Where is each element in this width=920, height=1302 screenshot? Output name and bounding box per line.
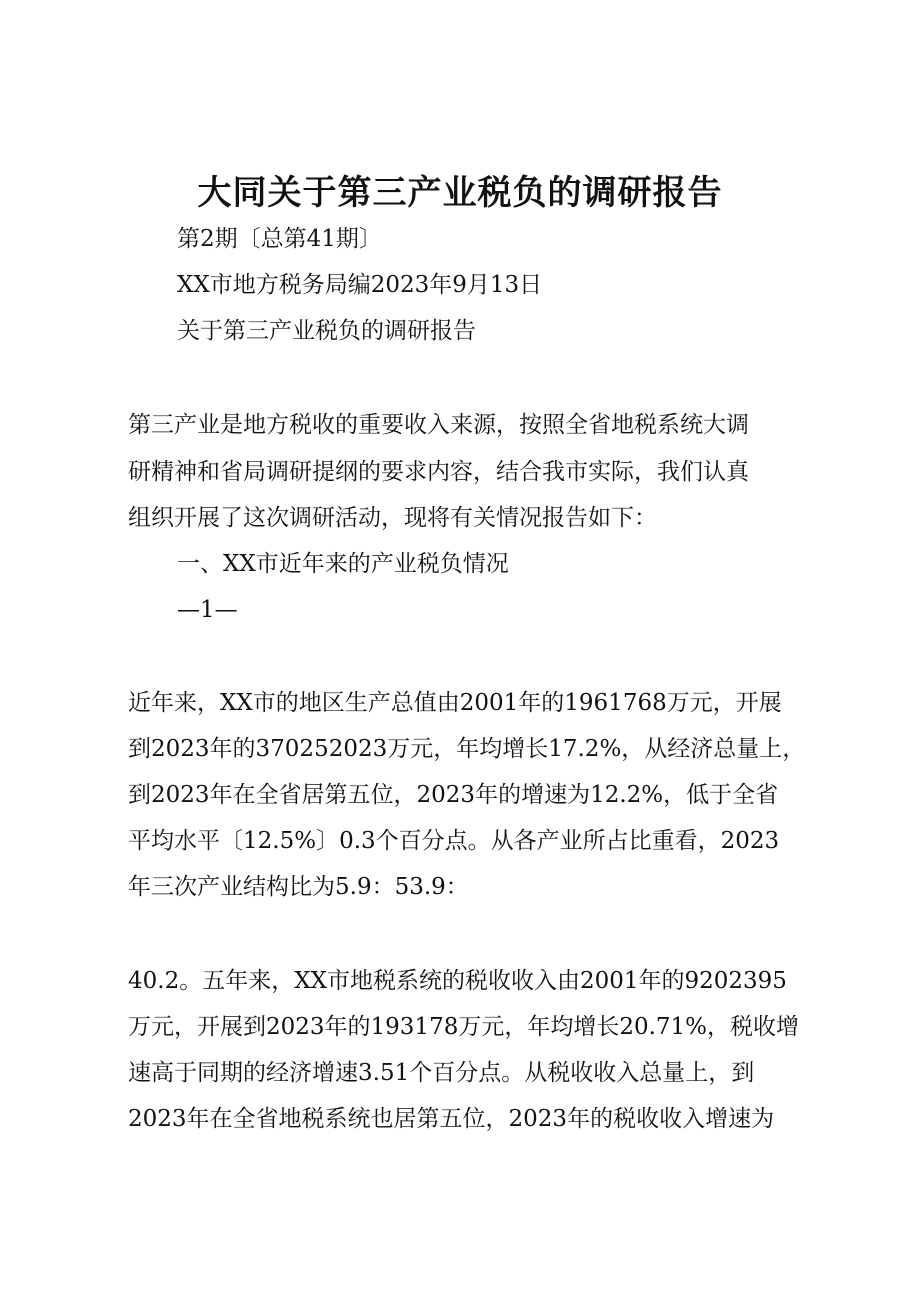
paragraph-line: 研精神和省局调研提纲的要求内容，结合我市实际，我们认真 bbox=[128, 459, 749, 485]
paragraph-line: 40.2。五年来，XX市地税系统的税收收入由2001年的9202395 bbox=[128, 968, 787, 994]
paragraph-line: 年三次产业结构比为5.9：53.9： bbox=[128, 874, 469, 900]
section-heading: 一、XX市近年来的产业税负情况 bbox=[177, 551, 509, 577]
page-number-marker: —1— bbox=[177, 597, 238, 623]
paragraph-line: 近年来，XX市的地区生产总值由2001年的1961768万元，开展 bbox=[128, 690, 782, 716]
report-subtitle: 关于第三产业税负的调研报告 bbox=[177, 318, 476, 344]
paragraph-line: 到2023年的370252023万元，年均增长17.2%，从经济总量上， bbox=[128, 736, 806, 762]
paragraph-line: 平均水平〔12.5%〕0.3个百分点。从各产业所占比重看，2023 bbox=[128, 828, 780, 854]
paragraph-line: 2023年在全省地税系统也居第五位，2023年的税收收入增速为 bbox=[128, 1106, 775, 1132]
paragraph-line: 速高于同期的经济增速3.51个百分点。从税收收入总量上，到 bbox=[128, 1060, 755, 1086]
paragraph-line: 到2023年在全省居第五位，2023年的增速为12.2%，低于全省 bbox=[128, 782, 779, 808]
issue-line: 第2期〔总第41期〕 bbox=[177, 226, 382, 252]
paragraph-line: 第三产业是地方税收的重要收入来源，按照全省地税系统大调 bbox=[128, 412, 749, 438]
paragraph-line: 万元，开展到2023年的193178万元，年均增长20.71%，税收增 bbox=[128, 1014, 800, 1040]
paragraph-line: 组织开展了这次调研活动，现将有关情况报告如下： bbox=[128, 505, 657, 531]
document-title: 大同关于第三产业税负的调研报告 bbox=[197, 173, 723, 213]
author-date-line: XX市地方税务局编2023年9月13日 bbox=[177, 272, 543, 298]
